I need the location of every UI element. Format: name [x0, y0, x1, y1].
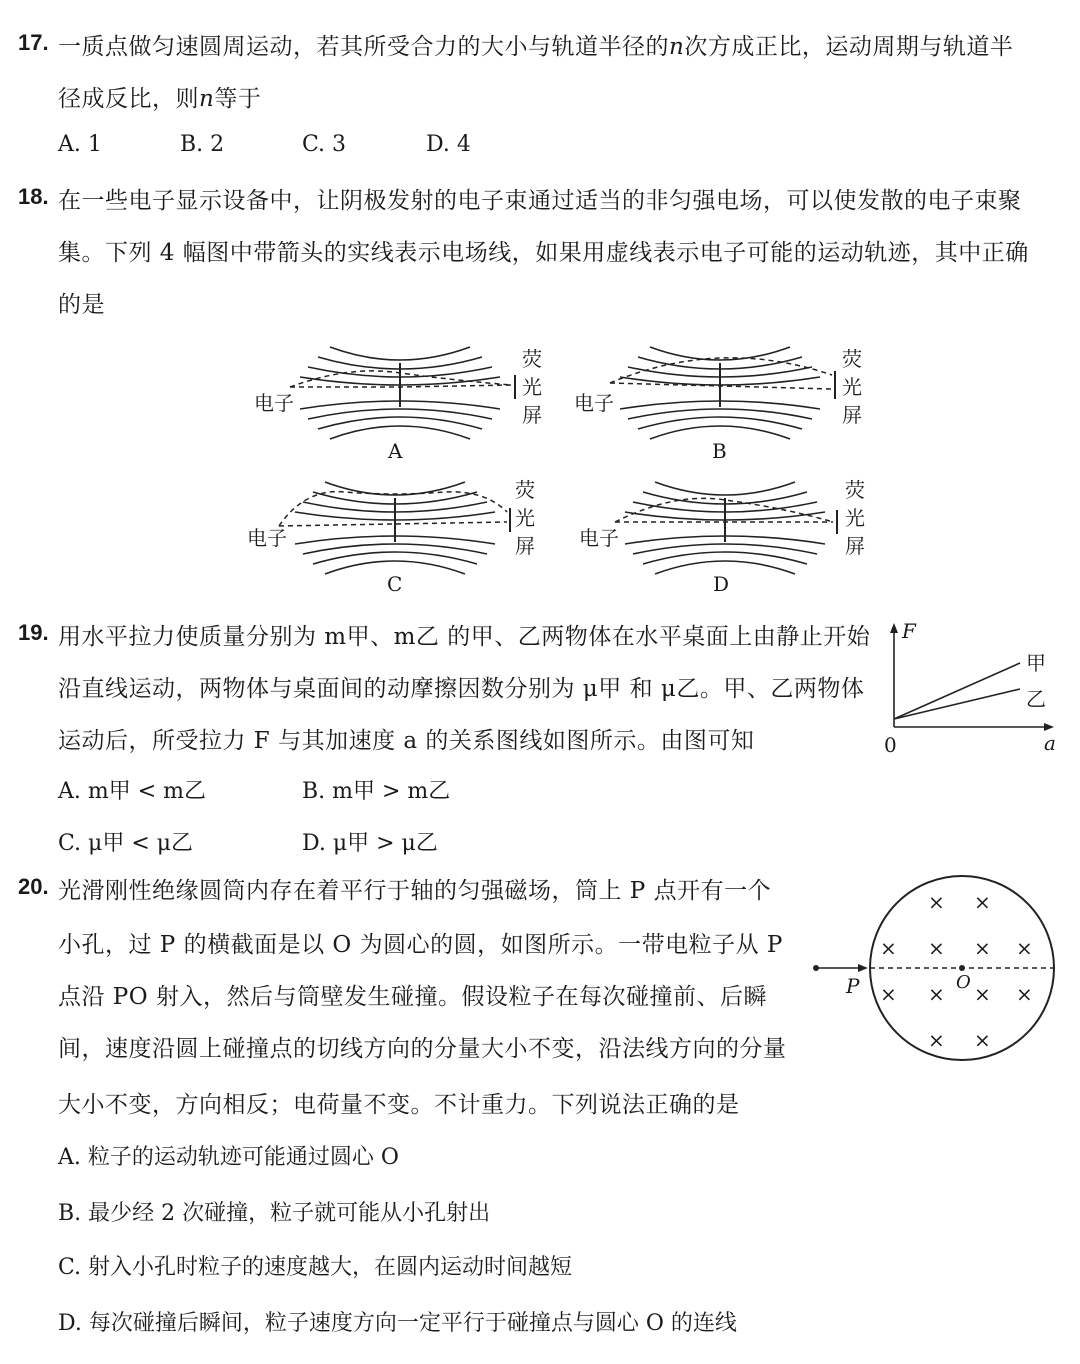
screen-label-3: 屏 [515, 534, 535, 558]
field-cross-mark: × [880, 982, 897, 1006]
graph-origin-label: 0 [884, 733, 897, 757]
q19-number: 19. [18, 620, 49, 645]
electron-label: 电子 [579, 526, 619, 550]
field-cross-mark: × [974, 982, 991, 1006]
q18-stem-line1: 在一些电子显示设备中，让阴极发射的电子束通过适当的非匀强电场，可以使发散的电子束聚 [58, 188, 1022, 214]
q19-option-d[interactable]: D. μ甲 > μ乙 [302, 831, 438, 856]
field-cross-mark: × [974, 890, 991, 914]
field-cross-mark: × [880, 936, 897, 960]
screen-label-2: 光 [522, 375, 542, 399]
figure-label-d: D [713, 572, 730, 596]
screen-label-1: 荧 [522, 347, 542, 371]
field-cross-mark: × [928, 890, 945, 914]
q19-option-c[interactable]: C. μ甲 < μ乙 [58, 831, 194, 856]
figure-label-a: A [388, 439, 403, 463]
q18-number: 18. [18, 184, 49, 209]
q20-stem-line4: 间，速度沿圆上碰撞点的切线方向的分量大小不变，沿法线方向的分量 [58, 1036, 787, 1062]
graph-series-jia-label: 甲 [1026, 651, 1046, 675]
q19-option-a[interactable]: A. m甲 < m乙 [58, 779, 207, 804]
graph-series-yi-label: 乙 [1026, 687, 1046, 711]
q20-cylinder-figure [810, 868, 1065, 1068]
screen-label-1: 荧 [842, 347, 862, 371]
q18-figure-a[interactable] [250, 335, 570, 465]
q18-figure-c[interactable] [245, 470, 565, 600]
screen-label-3: 屏 [522, 403, 542, 427]
q18-stem-line3: 的是 [58, 292, 105, 318]
graph-x-axis-label: a [1044, 731, 1056, 755]
screen-label-1: 荧 [845, 478, 865, 502]
field-cross-mark: × [928, 982, 945, 1006]
screen-label-2: 光 [845, 506, 865, 530]
q20-stem-line1: 光滑刚性绝缘圆筒内存在着平行于轴的匀强磁场，筒上 P 点开有一个 [58, 878, 772, 904]
screen-label-3: 屏 [845, 534, 865, 558]
q20-stem-line3: 点沿 PO 射入，然后与筒壁发生碰撞。假设粒子在每次碰撞前、后瞬 [58, 984, 767, 1010]
point-p-label: P [846, 974, 860, 998]
electron-label: 电子 [254, 391, 294, 415]
q19-stem-line2: 沿直线运动，两物体与桌面间的动摩擦因数分别为 μ甲 和 μ乙。甲、乙两物体 [58, 676, 865, 702]
q19-stem-line1: 用水平拉力使质量分别为 m甲、m乙 的甲、乙两物体在水平桌面上由静止开始 [58, 624, 871, 650]
field-cross-mark: × [974, 936, 991, 960]
q17-option-b[interactable]: B. 2 [180, 132, 225, 157]
q20-option-b[interactable]: B. 最少经 2 次碰撞，粒子就可能从小孔射出 [58, 1201, 491, 1226]
q18-figure-b[interactable] [570, 335, 890, 465]
q20-stem-line5: 大小不变，方向相反；电荷量不变。不计重力。下列说法正确的是 [58, 1092, 740, 1118]
screen-label-1: 荧 [515, 478, 535, 502]
q17-option-c[interactable]: C. 3 [302, 132, 347, 157]
screen-label-2: 光 [515, 506, 535, 530]
q18-stem-line2: 集。下列 4 幅图中带箭头的实线表示电场线，如果用虚线表示电子可能的运动轨迹，其中正确 [58, 240, 1029, 266]
q20-option-c[interactable]: C. 射入小孔时粒子的速度越大，在圆内运动时间越短 [58, 1255, 573, 1280]
q18-figure-d[interactable] [575, 470, 895, 600]
screen-label-3: 屏 [842, 403, 862, 427]
series-yi-line [894, 689, 1020, 719]
graph-y-axis-label: F [902, 619, 916, 643]
center-dot [959, 965, 965, 971]
field-cross-mark: × [1016, 936, 1033, 960]
q20-option-a[interactable]: A. 粒子的运动轨迹可能通过圆心 O [58, 1145, 399, 1170]
q17-option-a[interactable]: A. 1 [58, 132, 102, 157]
series-jia-line [894, 663, 1020, 719]
point-o-label: O [956, 972, 971, 993]
q20-number: 20. [18, 874, 49, 899]
q17-option-d[interactable]: D. 4 [426, 132, 471, 157]
q19-option-b[interactable]: B. m甲 > m乙 [302, 779, 451, 804]
q19-stem-line3: 运动后，所受拉力 F 与其加速度 a 的关系图线如图所示。由图可知 [58, 728, 755, 754]
q17-number: 17. [18, 30, 49, 55]
field-cross-mark: × [1016, 982, 1033, 1006]
field-cross-mark: × [928, 1028, 945, 1052]
screen-label-2: 光 [842, 375, 862, 399]
electron-label: 电子 [574, 391, 614, 415]
field-cross-mark: × [928, 936, 945, 960]
figure-label-b: B [712, 439, 727, 463]
field-cross-mark: × [974, 1028, 991, 1052]
electron-label: 电子 [247, 526, 287, 550]
q20-option-d[interactable]: D. 每次碰撞后瞬间，粒子速度方向一定平行于碰撞点与圆心 O 的连线 [58, 1311, 737, 1336]
q19-f-a-graph [880, 615, 1065, 760]
q17-stem-line1: 一质点做匀速圆周运动，若其所受合力的大小与轨道半径的n次方成正比，运动周期与轨道半 [58, 34, 1014, 60]
entry-arrow [858, 964, 868, 972]
q17-stem-line2: 径成反比，则n等于 [58, 86, 262, 112]
figure-label-c: C [387, 572, 403, 596]
q20-stem-line2: 小孔，过 P 的横截面是以 O 为圆心的圆，如图所示。一带电粒子从 P [58, 932, 783, 958]
